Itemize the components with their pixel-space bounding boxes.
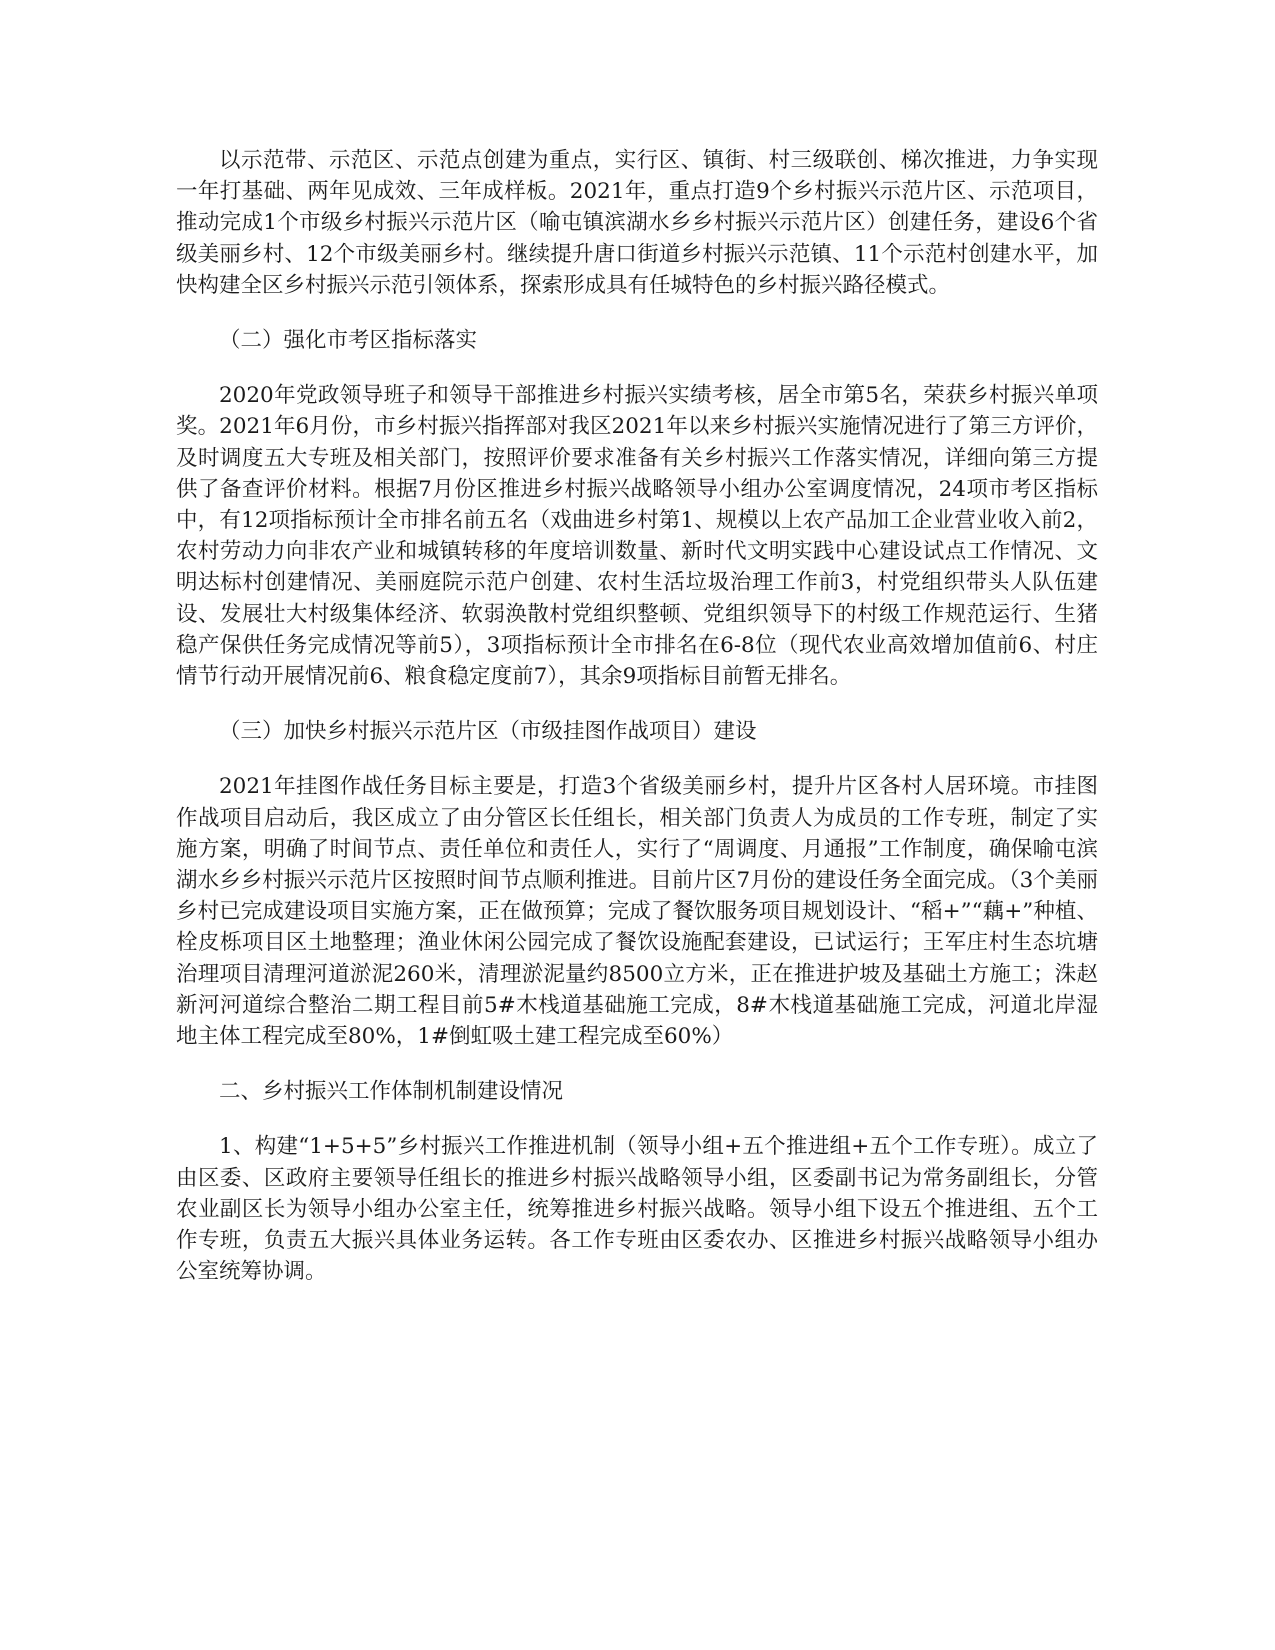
heading-institutional-mechanism: 二、乡村振兴工作体制机制建设情况 bbox=[219, 1079, 564, 1105]
paragraph-assessment-results: 2020年党政领导班子和领导干部推进乡村振兴实绩考核，居全市第5名，荣获乡村振兴单项奖。2021年6月份，市乡村振兴指挥部对我区2021年以来乡村振兴实施情况进行了第三方评价，及时调度五大专班及相关部门，按照评价要求准备有关乡村振兴工作落实情况，详细向第三方提供了备查评价材料。根据7月份区推进乡村振兴战略领导小组办公室调度情况，24项市考区指标中，有12项指标预计全市排名前五名（戏曲进乡村第1、规模以上农产品加工企业营业收入前2，农村劳动力向非农产业和城镇转移的年度培训数量、新时代文明实践中心建设试点工作情况、文明达标村创建情况、美丽庭院示范户创建、农村生活垃圾治理工作前3，村党组织带头人队伍建设、发展壮大村级集体经济、软弱涣散村党组织整顿、党组织领导下的村级工作规范运行、生猪稳产保供任务完成情况等前5），3项指标预计全市排名在6-8位（现代农业高效增加值前6、村庄情节行动开展情况前6、粮食稳定度前7），其余9项指标目前暂无排名。 bbox=[176, 383, 1098, 690]
paragraph-demonstration-zones: 以示范带、示范区、示范点创建为重点，实行区、镇街、村三级联创、梯次推进，力争实现一年打基础、两年见成效、三年成样板。2021年，重点打造9个乡村振兴示范片区、示范项目，推动完成1个市级乡村振兴示范片区（喻屯镇滨湖水乡乡村振兴示范片区）创建任务，建设6个省级美丽乡村、12个市级美丽乡村。继续提升唐口街道乡村振兴示范镇、11个示范村创建水平，加快构建全区乡村振兴示范引领体系，探索形成具有任城特色的乡村振兴路径模式。 bbox=[176, 148, 1098, 298]
paragraph-working-mechanism: 1、构建“1+5+5”乡村振兴工作推进机制（领导小组+五个推进组+五个工作专班）。成立了由区委、区政府主要领导任组长的推进乡村振兴战略领导小组，区委副书记为常务副组长，分管农业副区长为领导小组办公室主任，统筹推进乡村振兴战略。领导小组下设五个推进组、五个工作专班，负责五大振兴具体业务运转。各工作专班由区委农办、区推进乡村振兴战略领导小组办公室统筹协调。 bbox=[176, 1134, 1098, 1285]
document-page bbox=[176, 145, 1098, 1288]
heading-indicator-implementation: （二）强化市考区指标落实 bbox=[219, 328, 478, 354]
heading-demonstration-area-construction: （三）加快乡村振兴示范片区（市级挂图作战项目）建设 bbox=[219, 719, 757, 745]
paragraph-map-battle-project: 2021年挂图作战任务目标主要是，打造3个省级美丽乡村，提升片区各村人居环境。市挂图作战项目启动后，我区成立了由分管区长任组长，相关部门负责人为成员的工作专班，制定了实施方案，明确了时间节点、责任单位和责任人，实行了“周调度、月通报”工作制度，确保喻屯滨湖水乡乡村振兴示范片区按照时间节点顺利推进。目前片区7月份的建设任务全面完成。（3个美丽乡村已完成建设项目实施方案，正在做预算；完成了餐饮服务项目规划设计、“稻+”“藕+”种植、栓皮栎项目区土地整理；渔业休闲公园完成了餐饮设施配套建设，已试运行；王军庄村生态坑塘治理项目清理河道淤泥260米，清理淤泥量约8500立方米，正在推进护坡及基础土方施工；洙赵新河河道综合整治二期工程目前5#木栈道基础施工完成，8#木栈道基础施工完成，河道北岸湿地主体工程完成至80%，1#倒虹吸土建工程完成至60%） bbox=[176, 774, 1098, 1050]
